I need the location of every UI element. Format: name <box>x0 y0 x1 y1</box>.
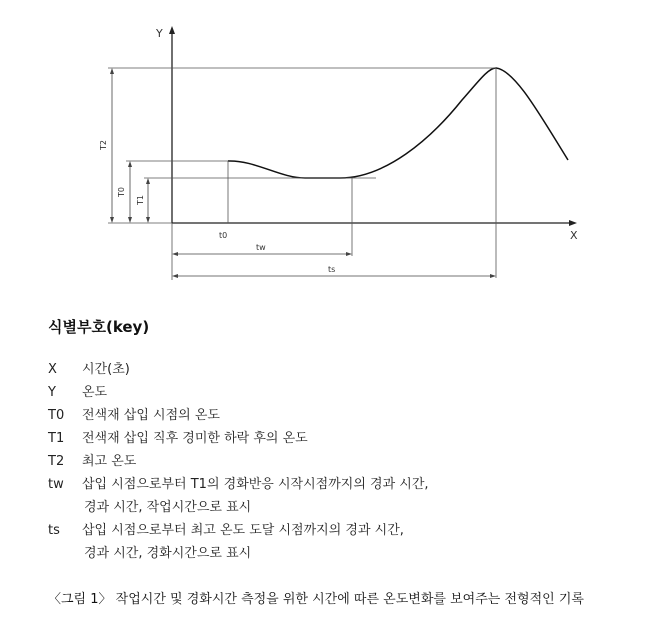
key-description-line: 전색재 삽입 직후 경미한 하락 후의 온도 <box>82 431 308 446</box>
key-description <box>82 427 628 450</box>
key-title: 식별부호(key) <box>48 318 150 336</box>
t0-dimension-arrow-bottom <box>128 217 132 223</box>
key-description-line: 경과 시간, 경화시간으로 표시 <box>84 546 252 561</box>
key-symbol: T0 <box>48 408 65 423</box>
key-item <box>48 450 628 473</box>
key-description-line: 삽입 시점으로부터 최고 온도 도달 시점까지의 경과 시간, <box>82 523 404 538</box>
y-axis-label: Y <box>156 27 163 40</box>
key-description <box>82 473 628 519</box>
key-description-line: 경과 시간, 작업시간으로 표시 <box>84 500 252 515</box>
ts-label: ts <box>328 265 336 274</box>
key-description <box>82 450 628 473</box>
key-description-line: 삽입 시점으로부터 T1의 경화반응 시작시점까지의 경과 시간, <box>82 477 429 492</box>
t1-dimension-arrow-bottom <box>146 217 150 223</box>
key-description-line: 전색재 삽입 시점의 온도 <box>82 408 220 423</box>
key-item <box>48 404 628 427</box>
figure-caption: 〈그림 1〉 작업시간 및 경화시간 측정을 위한 시간에 따른 온도변화를 보여주는 전형적인 기록 <box>48 592 584 607</box>
t1-label: T1 <box>136 195 145 205</box>
t2-label: T2 <box>99 140 108 150</box>
key-description-line: 온도 <box>82 385 108 400</box>
t0-time-label: t0 <box>219 231 228 240</box>
temperature-time-diagram <box>0 0 645 300</box>
ts-dimension-arrow-left <box>172 274 178 278</box>
t2-dimension-arrow-top <box>110 68 114 74</box>
key-description <box>82 381 628 404</box>
key-description-line: 최고 온도 <box>82 454 137 469</box>
key-description <box>82 404 628 427</box>
x-axis-label: X <box>570 229 578 242</box>
temperature-curve <box>228 68 568 178</box>
key-item <box>48 519 628 565</box>
key-symbol: Y <box>48 385 56 400</box>
y-axis-arrow <box>169 26 175 34</box>
ts-dimension-arrow-right <box>490 274 496 278</box>
t2-dimension-arrow-bottom <box>110 217 114 223</box>
key-description <box>82 358 628 381</box>
key-symbol: X <box>48 362 57 377</box>
t0-label: T0 <box>117 187 126 197</box>
tw-dimension-arrow-right <box>346 252 352 256</box>
key-item <box>48 358 628 381</box>
key-item <box>48 427 628 450</box>
key-symbol: T2 <box>48 454 65 469</box>
key-symbol: ts <box>48 523 60 538</box>
t1-dimension-arrow-top <box>146 178 150 184</box>
x-axis-arrow <box>569 220 577 226</box>
key-item <box>48 473 628 519</box>
t0-dimension-arrow-top <box>128 161 132 167</box>
key-symbol: tw <box>48 477 64 492</box>
key-symbol: T1 <box>48 431 65 446</box>
key-list <box>48 358 628 565</box>
tw-dimension-arrow-left <box>172 252 178 256</box>
key-description <box>82 519 628 565</box>
key-item <box>48 381 628 404</box>
tw-label: tw <box>256 243 266 252</box>
key-description-line: 시간(초) <box>82 362 130 377</box>
